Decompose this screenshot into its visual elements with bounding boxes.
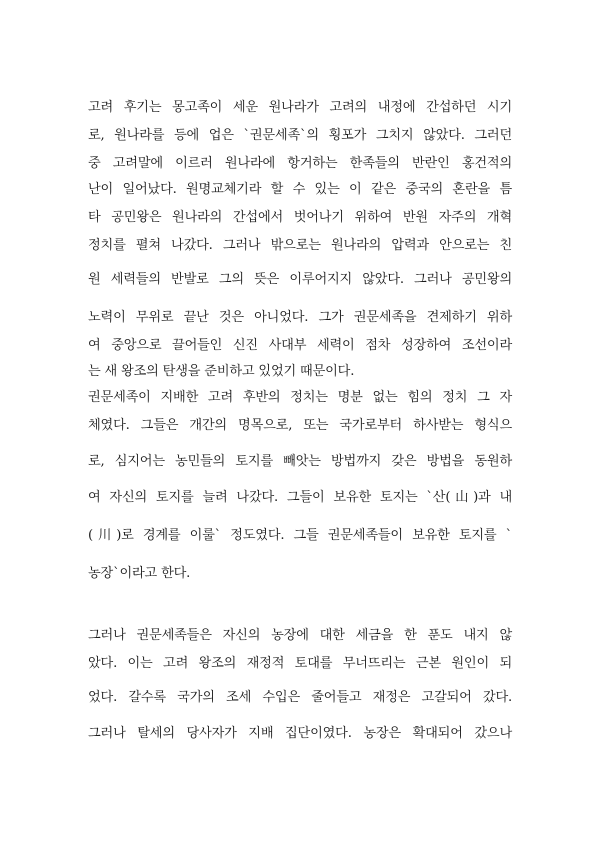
- text-line: 로, 원나라를 등에 업은 `권문세족`의 횡포가 그치지 않았다. 그러던: [88, 128, 512, 143]
- text-line: 그러나 권문세족들은 자신의 농장에 대한 세금을 한 푼도 내지 않: [88, 628, 512, 643]
- text-line: 정치를 펼쳐 나갔다. 그러나 밖으로는 원나라의 압력과 안으로는 친: [88, 238, 512, 253]
- text-line: 여 자신의 토지를 늘려 나갔다. 그들이 보유한 토지는 `산(山)과 내: [88, 490, 512, 505]
- text-line: 여 중앙으로 끌어들인 신진 사대부 세력이 점차 성장하여 조선이라: [88, 338, 512, 353]
- text-line: 체였다. 그들은 개간의 명목으로, 또는 국가로부터 하사받는 형식으: [88, 418, 512, 433]
- text-line: 노력이 무위로 끝난 것은 아니었다. 그가 권문세족을 견제하기 위하: [88, 310, 512, 325]
- text-line: 았다. 이는 고려 왕조의 재정적 토대를 무너뜨리는 근본 원인이 되: [88, 656, 512, 671]
- text-line: 었다. 갈수록 국가의 조세 수입은 줄어들고 재정은 고갈되어 갔다.: [88, 690, 512, 705]
- text-line: 고려 후기는 몽고족이 세운 원나라가 고려의 내정에 간섭하던 시기: [88, 100, 512, 115]
- text-line: (川)로 경계를 이룰` 정도였다. 그들 권문세족들이 보유한 토지를 `: [88, 528, 512, 543]
- text-line: 농장`이라고 한다.: [88, 566, 191, 581]
- text-line: 난이 일어났다. 원명교체기라 할 수 있는 이 같은 중국의 혼란을 틈: [88, 182, 512, 197]
- text-line: 그러나 탈세의 당사자가 지배 집단이였다. 농장은 확대되어 갔으나: [88, 726, 512, 741]
- text-line: 원 세력들의 반발로 그의 뜻은 이루어지지 않았다. 그러나 공민왕의: [88, 272, 512, 287]
- text-line: 타 공민왕은 원나라의 간섭에서 벗어나기 위하여 반원 자주의 개혁: [88, 210, 512, 225]
- text-line: 로, 심지어는 농민들의 토지를 빼앗는 방법까지 갖은 방법을 동원하: [88, 454, 512, 469]
- text-line: 중 고려말에 이르러 원나라에 항거하는 한족들의 반란인 홍건적의: [88, 156, 512, 171]
- text-line: 권문세족이 지배한 고려 후반의 정치는 명분 없는 힘의 정치 그 자: [88, 390, 512, 405]
- text-line: 는 새 왕조의 탄생을 준비하고 있었기 때문이다.: [88, 364, 355, 379]
